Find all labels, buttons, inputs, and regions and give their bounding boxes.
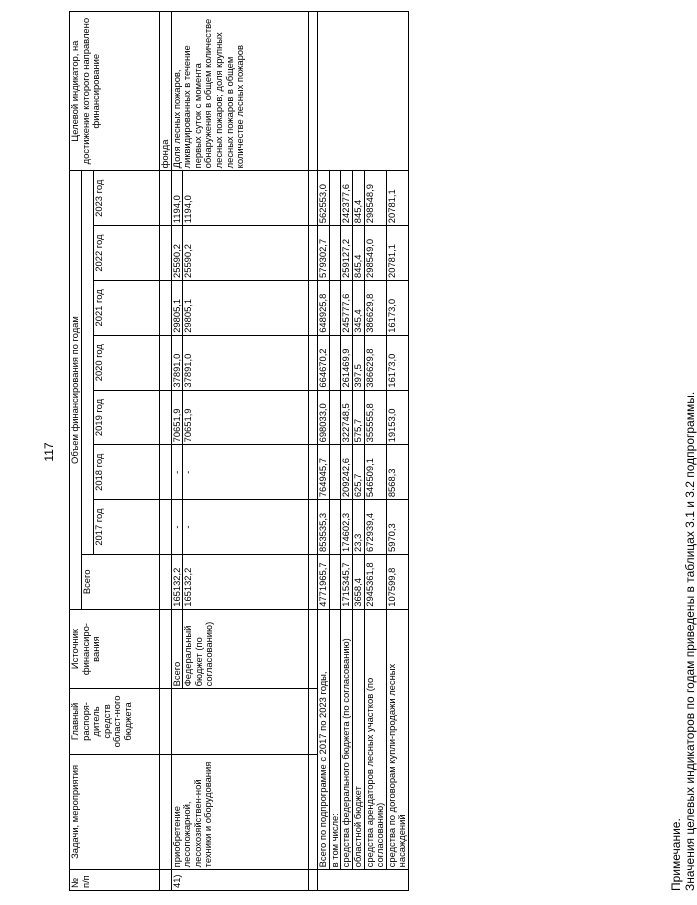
header-including xyxy=(82,171,94,555)
summary-title: Всего по подпрограмме с 2017 по 2023 годы, xyxy=(318,609,330,870)
summary-value: 764945,7 xyxy=(318,445,330,500)
summary-row-label: средства арендаторов лесных участков (по согласованию) xyxy=(364,609,386,870)
note-text: Значения целевых индикаторов по годам приведены в таблицах 3.1 и 3.2 подпрограммы. xyxy=(683,391,697,891)
summary-num xyxy=(318,870,409,891)
summary-row-total: 3658,4 xyxy=(352,554,364,609)
header-year-2022: 2022 год xyxy=(94,226,160,281)
summary-row-value: 345,4 xyxy=(352,280,364,335)
summary-row-value: 546509,1 xyxy=(364,445,386,500)
item-value: 29805,1 xyxy=(171,280,183,335)
summary-row-value: 245777,6 xyxy=(341,280,353,335)
summary-row-value: 242377,6 xyxy=(341,171,353,226)
header-num: № п/п xyxy=(70,870,160,891)
summary-row-total: 107599,8 xyxy=(386,554,408,609)
summary-value: 648925,8 xyxy=(318,280,330,335)
header-year-2018: 2018 год xyxy=(94,445,160,500)
header-year-2023: 2023 год xyxy=(94,171,160,226)
note xyxy=(669,11,697,891)
summary-row-value: 386629,8 xyxy=(364,280,386,335)
header-total: Всего xyxy=(82,554,160,609)
summary-target xyxy=(318,12,409,171)
item-total: 165132,2 xyxy=(171,554,183,609)
header-source: Источник финансиро-вания xyxy=(70,609,160,689)
item-source: Федеральный бюджет (по согласованию) xyxy=(183,609,309,689)
summary-row-value: 19153,0 xyxy=(386,390,408,445)
item-value: 25590,2 xyxy=(171,226,183,281)
summary-row-value: 355555,8 xyxy=(364,390,386,445)
item-value: 1194,0 xyxy=(171,171,183,226)
summary-row-value: 261469,9 xyxy=(341,335,353,390)
header-manager: Главный распоря-дитель средств област-ного бюджета xyxy=(70,689,160,754)
header-year-2019: 2019 год xyxy=(94,390,160,445)
summary-row-value: 845,4 xyxy=(352,171,364,226)
item-task: приобретение лесопожарной, лесохозяйствен-ной техники и оборудования xyxy=(171,754,309,870)
item-value: - xyxy=(183,445,309,500)
header-year-2020: 2020 год xyxy=(94,335,160,390)
summary-row-value: 5970,3 xyxy=(386,500,408,555)
item-total: 165132,2 xyxy=(183,554,309,609)
item-target: Доля лесных пожаров, ликвидированных в течение первых суток с момента обнаружения в общем количестве лесных пожаров; доля крупных лесных пожаров в общем количестве лесных пожаров xyxy=(171,12,309,171)
funding-table xyxy=(69,11,409,891)
summary-row-value: 298549,0 xyxy=(364,226,386,281)
summary-row-value: 845,4 xyxy=(352,226,364,281)
item-num: 41) xyxy=(171,870,309,891)
summary-value: 853535,3 xyxy=(318,500,330,555)
item-value: 29805,1 xyxy=(183,280,309,335)
item-value: 37891,0 xyxy=(183,335,309,390)
item-value: 70651,9 xyxy=(171,390,183,445)
summary-row-value: 8568,3 xyxy=(386,445,408,500)
summary-row-value: 575,7 xyxy=(352,390,364,445)
item-value: - xyxy=(171,500,183,555)
summary-row-label: средства федерального бюджета (по согласованию) xyxy=(341,609,353,870)
item-value: 25590,2 xyxy=(183,226,309,281)
summary-total: 4771965,7 xyxy=(318,554,330,609)
summary-row-value: 209242,6 xyxy=(341,445,353,500)
summary-row-value: 298548,9 xyxy=(364,171,386,226)
summary-row-value: 397,5 xyxy=(352,335,364,390)
summary-row-value: 322748,5 xyxy=(341,390,353,445)
item-value: - xyxy=(183,500,309,555)
summary-row-total: 2945361,8 xyxy=(364,554,386,609)
summary-value: 664670,2 xyxy=(318,335,330,390)
summary-row-label: средства по договорам купли-продажи лесных насаждений xyxy=(386,609,408,870)
summary-value: 698033,0 xyxy=(318,390,330,445)
fund-tail: фонда xyxy=(160,12,172,171)
summary-including: в том числе: xyxy=(329,609,341,870)
summary-row-value: 625,7 xyxy=(352,445,364,500)
item-value: 70651,9 xyxy=(183,390,309,445)
summary-row-value: 259127,2 xyxy=(341,226,353,281)
summary-row-value: 20781,1 xyxy=(386,226,408,281)
header-target: Целевой индикатор, на достижение которого направлено финансирование xyxy=(70,12,160,171)
header-task: Задачи, мероприятия xyxy=(70,754,160,870)
rotated-page xyxy=(69,11,697,891)
page-number: 117 xyxy=(42,442,56,462)
summary-row-value: 386629,8 xyxy=(364,335,386,390)
summary-value: 579302,7 xyxy=(318,226,330,281)
header-funding: Объем финансирования по годам xyxy=(70,171,82,609)
item-source: Всего xyxy=(171,609,183,689)
summary-row-label: областной бюджет xyxy=(352,609,364,870)
item-manager xyxy=(171,689,309,754)
header-year-2017: 2017 год xyxy=(94,500,160,555)
item-value: - xyxy=(171,445,183,500)
summary-row-total: 1715345,7 xyxy=(341,554,353,609)
summary-row-value: 16173,0 xyxy=(386,280,408,335)
header-year-2021: 2021 год xyxy=(94,280,160,335)
summary-row-value: 672939,4 xyxy=(364,500,386,555)
note-title: Примечание. xyxy=(669,818,683,891)
summary-row-value: 16173,0 xyxy=(386,335,408,390)
summary-value: 562553,0 xyxy=(318,171,330,226)
summary-row-value: 174602,3 xyxy=(341,500,353,555)
summary-row-value: 20781,1 xyxy=(386,171,408,226)
summary-row-value: 23,3 xyxy=(352,500,364,555)
item-value: 37891,0 xyxy=(171,335,183,390)
item-value: 1194,0 xyxy=(183,171,309,226)
